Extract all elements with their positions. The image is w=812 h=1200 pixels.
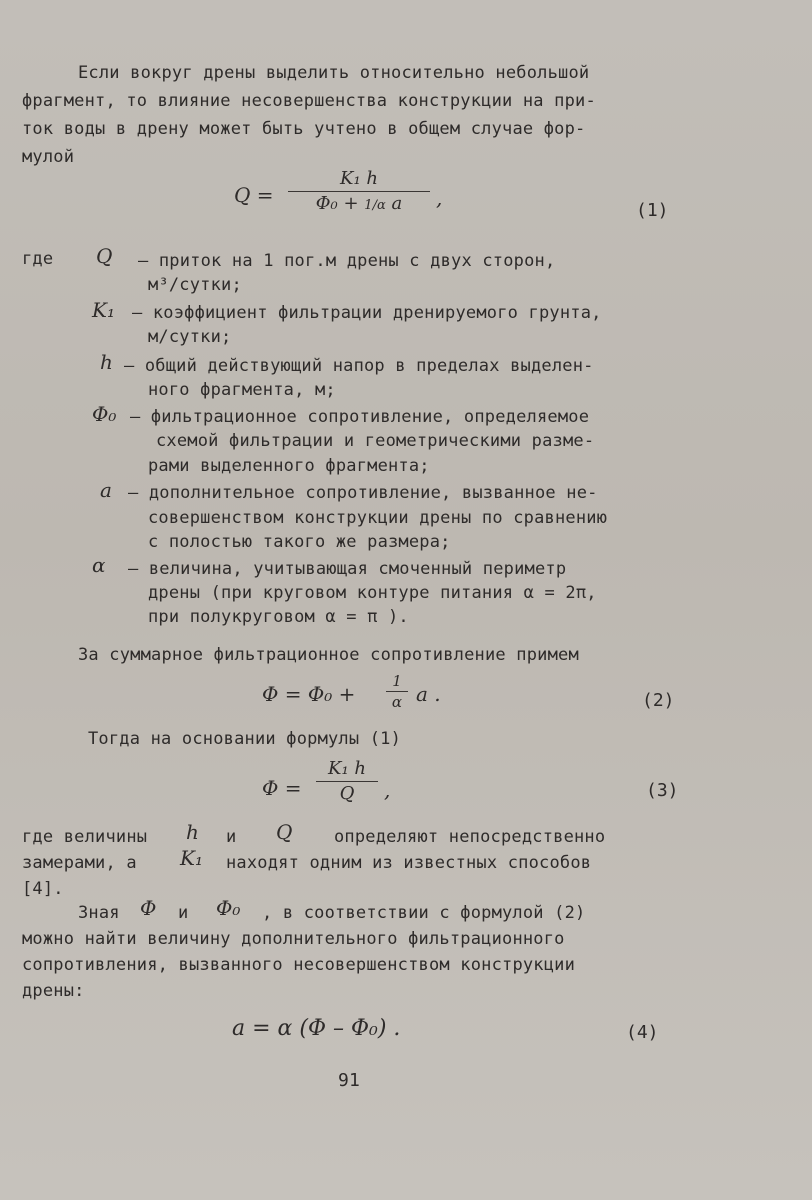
paragraph-4-line-1b: и	[226, 827, 237, 847]
paragraph-4-line-2b: находят одним из известных способов	[226, 853, 592, 873]
where-item-4-text-1: – фильтрационное сопротивление, определяемое	[130, 407, 590, 427]
paragraph-1-line-2: фрагмент, то влияние несовершенства конструкции на при-	[22, 91, 596, 111]
eq3-fraction-bar	[316, 781, 378, 782]
where-item-6-text-1: – величина, учитывающая смоченный периметр	[128, 559, 567, 579]
paragraph-5-line-1b: и	[178, 903, 189, 923]
eq1-den-inner-num: 1	[364, 198, 373, 213]
where-word: где	[22, 249, 54, 269]
paragraph-4-sym-K1: K₁	[180, 846, 203, 870]
eq1-lhs: Q =	[234, 183, 274, 207]
eq2-tail: a .	[416, 682, 441, 706]
where-item-4-text-2: схемой фильтрации и геометрическими разме-	[156, 431, 595, 451]
paragraph-4-line-3: [4].	[22, 879, 64, 899]
paragraph-5-line-4: дрены:	[22, 981, 85, 1001]
eq1-den-inner-den: α	[376, 198, 386, 213]
eq3-denominator: Q	[339, 783, 355, 804]
where-item-2-symbol: K₁	[92, 298, 115, 322]
page-number: 91	[338, 1070, 361, 1091]
eq2-frac-den: α	[391, 693, 403, 711]
where-item-5-symbol: a	[100, 478, 112, 502]
eq1-number: (1)	[636, 200, 669, 221]
paragraph-4-line-1a: где величины	[22, 827, 148, 847]
eq4-expression: a = α (Φ – Φ₀) .	[232, 1016, 401, 1041]
where-item-3-text-2: ного фрагмента, м;	[148, 380, 336, 400]
eq1-comma: ,	[436, 186, 443, 210]
where-item-2-text-2: м/сутки;	[148, 327, 232, 347]
eq2-fraction	[386, 672, 408, 711]
where-item-6-text-2: дрены (при круговом контуре питания α = 2π,	[148, 583, 597, 603]
paragraph-3: Тогда на основании формулы (1)	[88, 729, 402, 749]
where-item-6-text-3: при полукруговом α = π ).	[148, 607, 409, 627]
paragraph-4-sym-Q: Q	[276, 820, 293, 844]
paragraph-4-line-1c: определяют непосредственно	[334, 827, 606, 847]
paragraph-5-line-1c: , в соответствии с формулой (2)	[262, 903, 586, 923]
eq1-denominator	[288, 193, 430, 217]
eq4-number: (4)	[626, 1022, 659, 1043]
where-item-4-symbol: Φ₀	[92, 402, 117, 426]
paragraph-1-line-4: мулой	[22, 147, 75, 167]
where-item-5-text-1: – дополнительное сопротивление, вызванное не-	[128, 483, 598, 503]
where-item-3-text-1: – общий действующий напор в пределах выделен-	[124, 356, 594, 376]
eq2-number: (2)	[642, 690, 675, 711]
eq3-comma: ,	[384, 778, 391, 802]
where-item-2-text-1: – коэффициент фильтрации дренируемого грунта,	[132, 303, 602, 323]
paragraph-2: За суммарное фильтрационное сопротивление примем	[78, 645, 579, 665]
where-item-1-text-2: м³/сутки;	[148, 275, 242, 295]
paragraph-5-sym-phi: Φ	[140, 896, 157, 920]
where-item-4-text-3: рами выделенного фрагмента;	[148, 456, 430, 476]
paragraph-5-line-2: можно найти величину дополнительного фильтрационного	[22, 929, 565, 949]
paragraph-1-line-1: Если вокруг дрены выделить относительно небольшой	[78, 63, 590, 83]
where-item-5-text-3: с полостью такого же размера;	[148, 532, 451, 552]
eq3-fraction	[316, 758, 378, 805]
paragraph-5-sym-phi0: Φ₀	[216, 896, 241, 920]
eq3-lhs: Φ =	[262, 776, 302, 800]
where-item-3-symbol: h	[100, 350, 113, 374]
eq1-den-inner-frac: 1/α	[364, 198, 386, 213]
eq1-fraction	[288, 168, 430, 217]
where-item-1-symbol: Q	[96, 244, 113, 268]
where-item-1-text-1: – приток на 1 пог.м дрены с двух сторон,	[138, 251, 556, 271]
where-item-6-symbol: α	[92, 553, 106, 577]
where-item-5-text-2: совершенством конструкции дрены по сравнению	[148, 508, 608, 528]
eq3-number: (3)	[646, 780, 679, 801]
paragraph-4-line-2a: замерами, а	[22, 853, 137, 873]
eq1-den-tail: a	[385, 193, 403, 214]
eq1-numerator: K₁ h	[340, 168, 378, 189]
eq2-frac-bar	[386, 691, 408, 692]
eq2-frac-num: 1	[392, 672, 402, 690]
eq1-fraction-bar	[288, 191, 430, 192]
paragraph-4-sym-h: h	[186, 820, 199, 844]
paragraph-5-line-1a: Зная	[78, 903, 120, 923]
eq1-den-phi: Φ₀ +	[315, 193, 365, 214]
paragraph-1-line-3: ток воды в дрену может быть учтено в общем случае фор-	[22, 119, 586, 139]
eq2-lhs: Φ = Φ₀ +	[262, 682, 356, 706]
paragraph-5-line-3: сопротивления, вызванного несовершенством конструкции	[22, 955, 576, 975]
eq3-numerator: K₁ h	[328, 758, 366, 779]
